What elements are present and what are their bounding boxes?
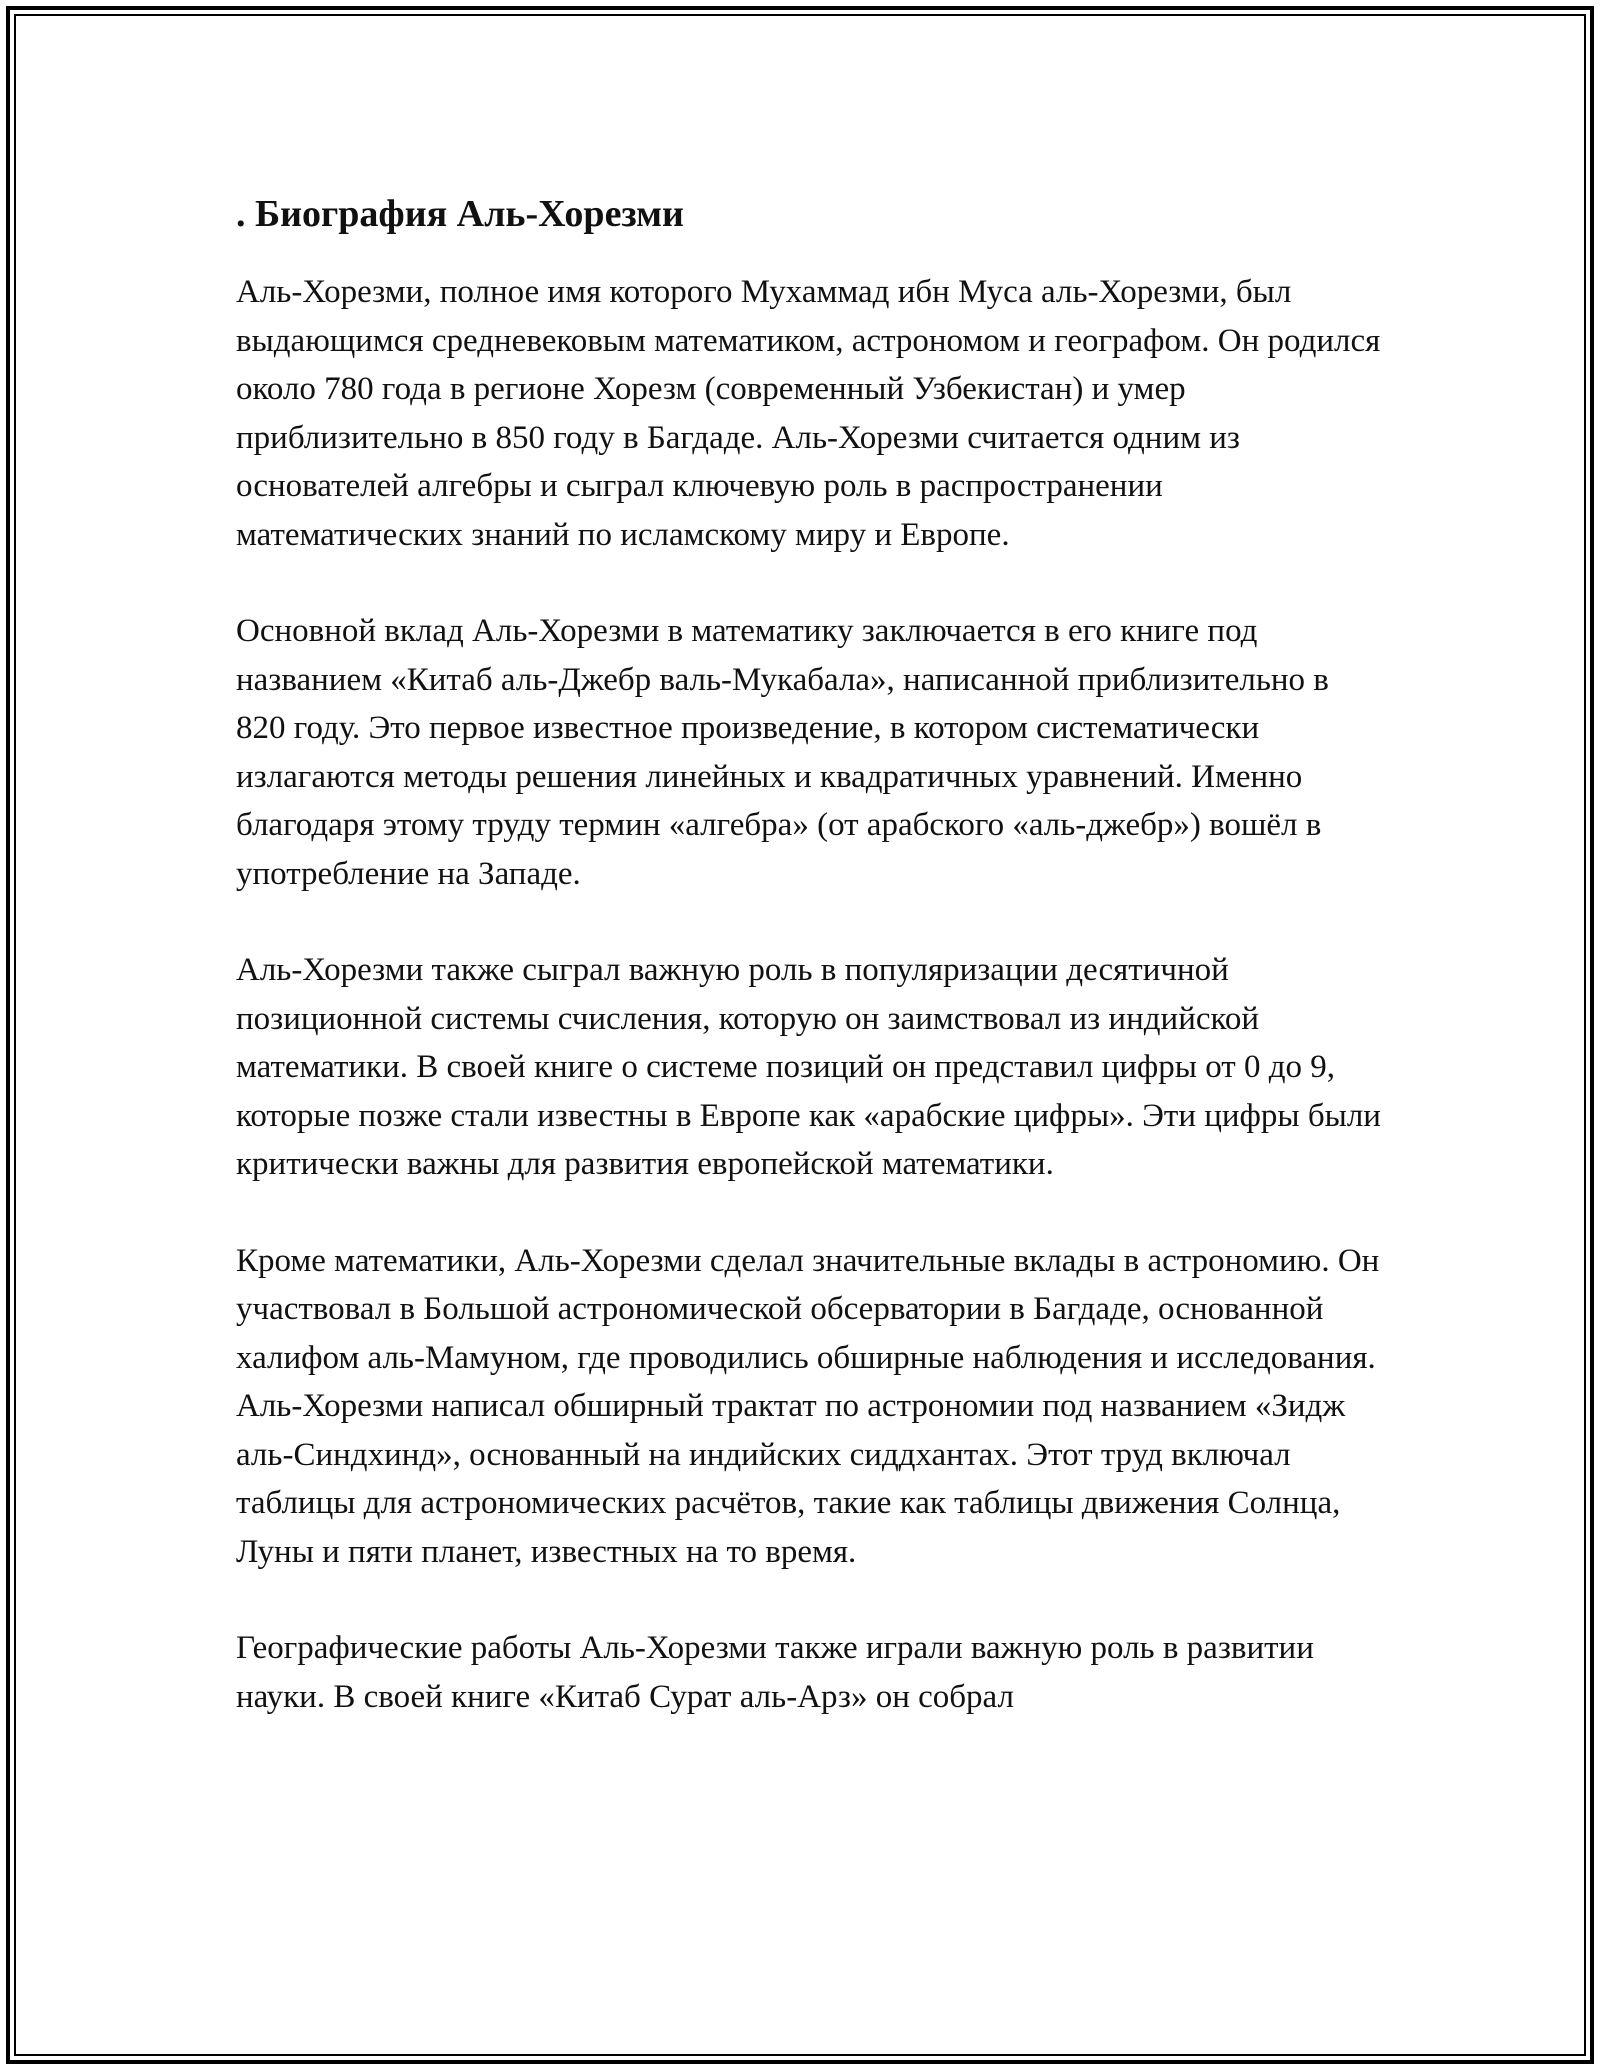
document-body [236,186,1386,1769]
paragraph-biography-intro: Аль-Хорезми, полное имя которого Мухаммад ибн Муса аль-Хорезми, был выдающимся средневековым математиком, астрономом и географом. Он родился около 780 года в регионе Хорезм (современный Узбекистан) и умер приблизительно в 850 году в Багдаде. Аль-Хорезми считается одним из основателей алгебры и сыграл ключевую роль в распространении математических знаний по исламскому миру и Европе. [236,274,1381,553]
paragraph-decimal-system: Аль-Хорезми также сыграл важную роль в популяризации десятичной позиционной системы счисления, которую он заимствовал из индийской математики. В своей книге о системе позиций он представил цифры от 0 до 9, которые позже стали известны в Европе как «арабские цифры». Эти цифры были критически важны для развития европейской математики. [236,952,1381,1182]
paragraph-algebra: Основной вклад Аль-Хорезми в математику заключается в его книге под названием «Китаб аль-Джебр валь-Мукабала», написанной приблизительно в 820 году. Это первое известное произведение, в котором систематически излагаются методы решения линейных и квадратичных уравнений. Именно благодаря этому труду термин «алгебра» (от арабского «аль-джебр») вошёл в употребление на Западе. [236,613,1329,892]
paragraph-astronomy: Кроме математики, Аль-Хорезми сделал значительные вклады в астрономию. Он участвовал в Большой астрономической обсерватории в Багдаде, основанной халифом аль-Мамуном, где проводились обширные наблюдения и исследования. Аль-Хорезми написал обширный трактат по астрономии под названием «Зидж аль-Синдхинд», основанный на индийских сиддхантах. Этот труд включал таблицы для астрономических расчётов, такие как таблицы движения Солнца, Луны и пяти планет, известных на то время. [236,1242,1380,1570]
paragraph-geography: Географические работы Аль-Хорезми также играли важную роль в развитии науки. В своей книге «Китаб Сурат аль-Арз» он собрал [236,1630,1314,1715]
section-heading: . Биография Аль-Хорезми [236,193,684,235]
